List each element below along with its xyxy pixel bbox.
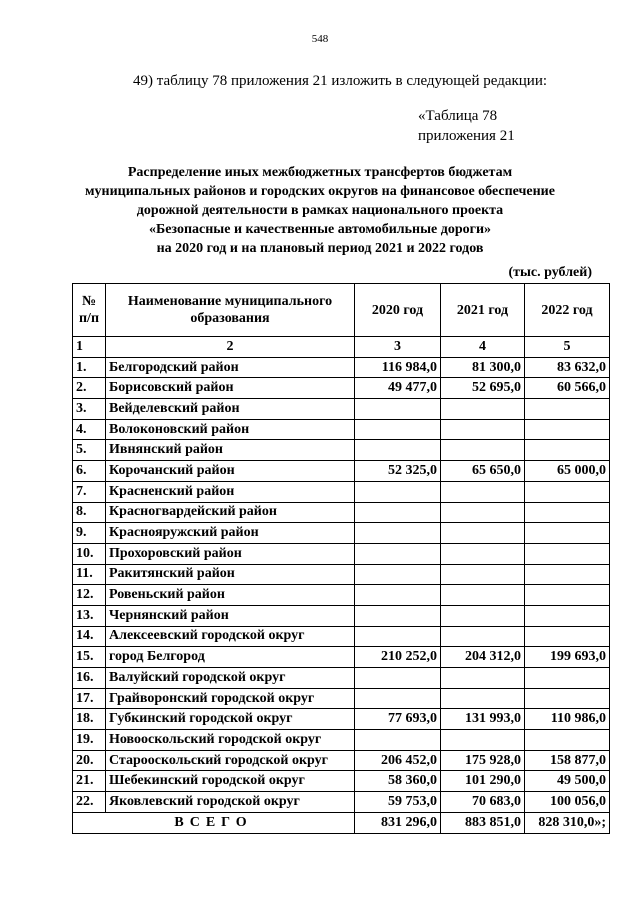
value-2022-cell	[525, 523, 610, 544]
total-2020: 831 296,0	[355, 812, 441, 833]
municipality-name-cell: Белгородский район	[106, 357, 355, 378]
value-2020-cell: 52 325,0	[355, 461, 441, 482]
total-label: ВСЕГО	[73, 812, 355, 833]
value-2020-cell	[355, 564, 441, 585]
row-number-cell: 11.	[73, 564, 106, 585]
value-2021-cell: 52 695,0	[441, 378, 525, 399]
document-title	[60, 163, 580, 258]
value-2022-cell: 65 000,0	[525, 461, 610, 482]
row-number-cell: 7.	[73, 481, 106, 502]
value-2021-cell	[441, 605, 525, 626]
row-number-cell: 15.	[73, 647, 106, 668]
column-number-cell: 2	[106, 337, 355, 358]
total-row	[73, 812, 610, 833]
value-2021-cell	[441, 585, 525, 606]
value-2021-cell: 131 993,0	[441, 709, 525, 730]
value-2020-cell: 58 360,0	[355, 771, 441, 792]
row-number-cell: 5.	[73, 440, 106, 461]
header-cell-2022: 2022 год	[525, 284, 610, 337]
value-2022-cell	[525, 419, 610, 440]
value-2020-cell	[355, 585, 441, 606]
municipality-name-cell: Борисовский район	[106, 378, 355, 399]
value-2021-cell	[441, 626, 525, 647]
value-2020-cell: 49 477,0	[355, 378, 441, 399]
value-2022-cell	[525, 481, 610, 502]
row-number-cell: 2.	[73, 378, 106, 399]
value-2020-cell	[355, 481, 441, 502]
value-2022-cell	[525, 668, 610, 689]
value-2021-cell: 70 683,0	[441, 792, 525, 813]
table-row	[73, 564, 610, 585]
value-2021-cell	[441, 523, 525, 544]
value-2021-cell: 204 312,0	[441, 647, 525, 668]
table-row	[73, 523, 610, 544]
value-2022-cell: 60 566,0	[525, 378, 610, 399]
value-2021-cell	[441, 730, 525, 751]
municipality-name-cell: Чернянский район	[106, 605, 355, 626]
municipality-name-cell: Прохоровский район	[106, 543, 355, 564]
row-number-cell: 18.	[73, 709, 106, 730]
caption-line-1: «Таблица 78	[418, 108, 498, 124]
value-2021-cell	[441, 564, 525, 585]
value-2020-cell	[355, 730, 441, 751]
municipality-name-cell: Красненский район	[106, 481, 355, 502]
row-number-cell: 12.	[73, 585, 106, 606]
municipality-name-cell: Вейделевский район	[106, 399, 355, 420]
table-row	[73, 688, 610, 709]
column-number-cell: 1	[73, 337, 106, 358]
table-row	[73, 792, 610, 813]
table-row	[73, 357, 610, 378]
table-row	[73, 668, 610, 689]
value-2022-cell	[525, 626, 610, 647]
title-line: на 2020 год и на плановый период 2021 и 2022 годов	[156, 241, 484, 256]
value-2022-cell: 110 986,0	[525, 709, 610, 730]
value-2022-cell	[525, 502, 610, 523]
value-2021-cell: 101 290,0	[441, 771, 525, 792]
value-2022-cell	[525, 440, 610, 461]
value-2021-cell: 65 650,0	[441, 461, 525, 482]
value-2022-cell	[525, 543, 610, 564]
table-row	[73, 378, 610, 399]
value-2020-cell: 116 984,0	[355, 357, 441, 378]
table-row	[73, 647, 610, 668]
row-number-cell: 20.	[73, 750, 106, 771]
row-number-cell: 22.	[73, 792, 106, 813]
table-row	[73, 771, 610, 792]
value-2022-cell: 100 056,0	[525, 792, 610, 813]
value-2020-cell	[355, 543, 441, 564]
value-2021-cell	[441, 440, 525, 461]
total-2022: 828 310,0»;	[525, 812, 610, 833]
row-number-cell: 21.	[73, 771, 106, 792]
value-2022-cell	[525, 688, 610, 709]
value-2021-cell	[441, 543, 525, 564]
intro-text: 49) таблицу 78 приложения 21 изложить в следующей редакции:	[133, 73, 548, 89]
row-number-cell: 8.	[73, 502, 106, 523]
value-2020-cell	[355, 605, 441, 626]
column-number-cell: 3	[355, 337, 441, 358]
column-number-cell: 4	[441, 337, 525, 358]
table-row	[73, 399, 610, 420]
title-line: «Безопасные и качественные автомобильные дороги»	[148, 222, 492, 237]
table-row	[73, 605, 610, 626]
header-cell-2020: 2020 год	[355, 284, 441, 337]
municipality-name-cell: Корочанский район	[106, 461, 355, 482]
municipality-name-cell: Грайворонский городской округ	[106, 688, 355, 709]
municipality-name-cell: Губкинский городской округ	[106, 709, 355, 730]
row-number-cell: 1.	[73, 357, 106, 378]
value-2021-cell: 175 928,0	[441, 750, 525, 771]
row-number-cell: 9.	[73, 523, 106, 544]
value-2022-cell	[525, 605, 610, 626]
value-2020-cell: 206 452,0	[355, 750, 441, 771]
table-row	[73, 543, 610, 564]
value-2022-cell: 83 632,0	[525, 357, 610, 378]
value-2021-cell	[441, 502, 525, 523]
column-number-cell: 5	[525, 337, 610, 358]
municipality-name-cell: Ракитянский район	[106, 564, 355, 585]
value-2021-cell	[441, 419, 525, 440]
title-line: дорожной деятельности в рамках национального проекта	[136, 203, 504, 218]
value-2020-cell	[355, 502, 441, 523]
value-2021-cell	[441, 399, 525, 420]
value-2020-cell	[355, 626, 441, 647]
table-row	[73, 440, 610, 461]
value-2021-cell	[441, 668, 525, 689]
municipality-name-cell: Красногвардейский район	[106, 502, 355, 523]
municipality-name-cell: город Белгород	[106, 647, 355, 668]
title-line: муниципальных районов и городских округов на финансовое обеспечение	[85, 184, 555, 199]
column-number-row	[73, 337, 610, 358]
municipality-name-cell: Ивнянский район	[106, 440, 355, 461]
row-number-cell: 4.	[73, 419, 106, 440]
value-2021-cell: 81 300,0	[441, 357, 525, 378]
value-2020-cell	[355, 523, 441, 544]
municipality-name-cell: Волоконовский район	[106, 419, 355, 440]
value-2022-cell	[525, 730, 610, 751]
header-row	[73, 284, 610, 337]
value-2022-cell: 199 693,0	[525, 647, 610, 668]
value-2021-cell	[441, 688, 525, 709]
units-label: (тыс. рублей)	[508, 265, 592, 280]
table-row	[73, 730, 610, 751]
header-cell-2021: 2021 год	[441, 284, 525, 337]
municipality-name-cell: Яковлевский городской округ	[106, 792, 355, 813]
table-row	[73, 750, 610, 771]
table-row	[73, 419, 610, 440]
row-number-cell: 6.	[73, 461, 106, 482]
value-2020-cell: 77 693,0	[355, 709, 441, 730]
row-number-cell: 10.	[73, 543, 106, 564]
table-row	[73, 626, 610, 647]
table-row	[73, 502, 610, 523]
table-row	[73, 709, 610, 730]
table-body	[73, 337, 610, 813]
row-number-cell: 13.	[73, 605, 106, 626]
row-number-cell: 17.	[73, 688, 106, 709]
value-2020-cell	[355, 419, 441, 440]
transfers-table	[72, 283, 610, 834]
row-number-cell: 19.	[73, 730, 106, 751]
value-2020-cell: 59 753,0	[355, 792, 441, 813]
row-number-cell: 16.	[73, 668, 106, 689]
total-2021: 883 851,0	[441, 812, 525, 833]
table-row	[73, 481, 610, 502]
value-2020-cell	[355, 399, 441, 420]
municipality-name-cell: Ровеньский район	[106, 585, 355, 606]
header-cell-number: № п/п	[73, 284, 106, 337]
page-number: 548	[311, 33, 329, 45]
municipality-name-cell: Шебекинский городской округ	[106, 771, 355, 792]
value-2020-cell: 210 252,0	[355, 647, 441, 668]
value-2022-cell	[525, 564, 610, 585]
municipality-name-cell: Валуйский городской округ	[106, 668, 355, 689]
value-2022-cell: 49 500,0	[525, 771, 610, 792]
row-number-cell: 14.	[73, 626, 106, 647]
value-2022-cell	[525, 399, 610, 420]
title-line: Распределение иных межбюджетных трансфертов бюджетам	[127, 165, 513, 180]
value-2021-cell	[441, 481, 525, 502]
municipality-name-cell: Краснояружский район	[106, 523, 355, 544]
table-row	[73, 585, 610, 606]
municipality-name-cell: Новооскольский городской округ	[106, 730, 355, 751]
table-row	[73, 461, 610, 482]
caption-line-2: приложения 21	[418, 128, 515, 144]
value-2020-cell	[355, 688, 441, 709]
value-2022-cell: 158 877,0	[525, 750, 610, 771]
municipality-name-cell: Алексеевский городской округ	[106, 626, 355, 647]
value-2020-cell	[355, 668, 441, 689]
value-2022-cell	[525, 585, 610, 606]
header-cell-name: Наименование муниципального образования	[106, 284, 355, 337]
row-number-cell: 3.	[73, 399, 106, 420]
table-caption	[418, 106, 515, 146]
municipality-name-cell: Старооскольский городской округ	[106, 750, 355, 771]
value-2020-cell	[355, 440, 441, 461]
